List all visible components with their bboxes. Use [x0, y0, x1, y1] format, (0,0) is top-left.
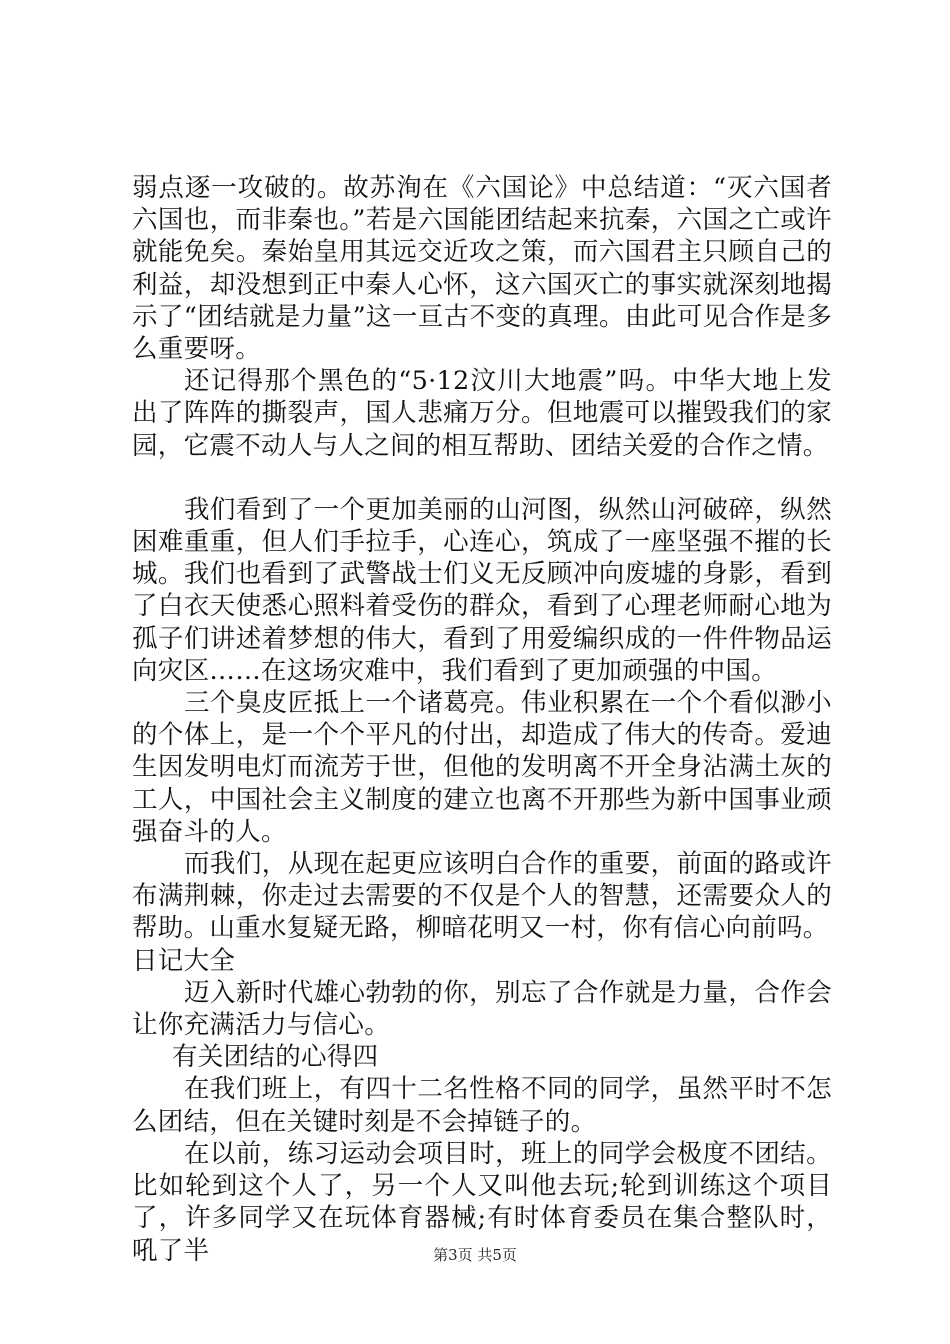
paragraph-yiqian: 在以前，练习运动会项目时，班上的同学会极度不团结。比如轮到这个人了，另一个人又叫他去玩;轮到训练这个项目了，许多同学又在玩体育器械;有时体育委员在集合整队时，吼了半: [132, 1138, 832, 1266]
paragraph-banshang: 在我们班上，有四十二名性格不同的同学，虽然平时不怎么团结，但在关键时刻是不会掉链子的。: [132, 1074, 832, 1137]
paragraph-choupijiang: 三个臭皮匠抵上一个诸葛亮。伟业积累在一个个看似渺小的个体上，是一个个平凡的付出，却造成了伟大的传奇。爱迪生因发明电灯而流芳于世，但他的发明离不开全身沾满土灰的工人，中国社会主义制度的建立也离不开那些为新中国事业顽强奋斗的人。: [132, 688, 832, 847]
document-body: [132, 172, 832, 1267]
paragraph-women: 而我们，从现在起更应该明白合作的重要，前面的路或许布满荆棘，你走过去需要的不仅是个人的智慧，还需要众人的帮助。山重水复疑无路，柳暗花明又一村，你有信心向前吗。: [132, 849, 832, 944]
page-number-footer: 第3页 共5页: [433, 1246, 517, 1264]
paragraph-shanhe: 我们看到了一个更加美丽的山河图，纵然山河破碎，纵然困难重重，但人们手拉手，心连心，筑成了一座坚强不摧的长城。我们也看到了武警战士们义无反顾冲向废墟的身影，看到了白衣天使悉心照料着受伤的群众，看到了心理老师耐心地为孤子们讲述着梦想的伟大，看到了用爱编织成的一件件物品运向灾区……在这场灾难中，我们看到了更加顽强的中国。: [132, 494, 832, 686]
paragraph-riji: 日记大全: [132, 945, 236, 976]
paragraph-mairu: 迈入新时代雄心勃勃的你，别忘了合作就是力量，合作会让你充满活力与信心。: [132, 977, 832, 1041]
paragraph-gap: [132, 462, 832, 494]
section-heading: 有关团结的心得四: [172, 1042, 379, 1073]
paragraph-liuguo: 弱点逐一攻破的。故苏洵在《六国论》中总结道：“灭六国者六国也，而非秦也。”若是六国能团结起来抗秦，六国之亡或许就能免矣。秦始皇用其远交近攻之策，而六国君主只顾自己的利益，却没想到正中秦人心怀，这六国灭亡的事实就深刻地揭示了“团结就是力量”这一亘古不变的真理。由此可见合作是多么重要呀。: [132, 173, 832, 365]
paragraph-wenchuan: 还记得那个黑色的“5·12汶川大地震”吗。中华大地上发出了阵阵的撕裂声，国人悲痛万分。但地震可以摧毁我们的家园，它震不动人与人之间的相互帮助、团结关爱的合作之情。: [132, 366, 832, 461]
